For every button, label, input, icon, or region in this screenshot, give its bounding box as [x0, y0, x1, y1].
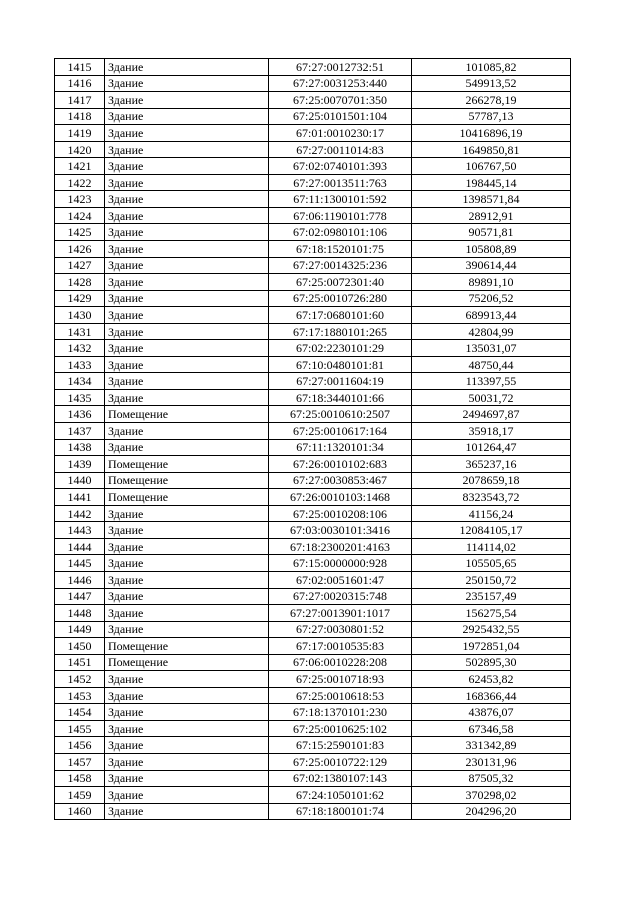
cadastral-value: 87505,32	[412, 770, 571, 787]
row-number: 1429	[55, 290, 105, 307]
row-number: 1460	[55, 803, 105, 820]
cadastral-value: 266278,19	[412, 92, 571, 109]
object-type: Здание	[105, 687, 269, 704]
object-type: Здание	[105, 340, 269, 357]
cadastral-number: 67:27:0030853:467	[269, 472, 412, 489]
row-number: 1422	[55, 174, 105, 191]
cadastral-value: 230131,96	[412, 753, 571, 770]
table-row	[55, 307, 571, 324]
cadastral-value: 502895,30	[412, 654, 571, 671]
object-type: Здание	[105, 621, 269, 638]
row-number: 1436	[55, 406, 105, 423]
table-row	[55, 92, 571, 109]
cadastral-value-table	[54, 58, 571, 820]
row-number: 1439	[55, 456, 105, 473]
table-row	[55, 489, 571, 506]
cadastral-value: 113397,55	[412, 373, 571, 390]
table-row	[55, 340, 571, 357]
row-number: 1456	[55, 737, 105, 754]
cadastral-number: 67:27:0011014:83	[269, 141, 412, 158]
cadastral-number: 67:15:0000000:928	[269, 555, 412, 572]
object-type: Помещение	[105, 406, 269, 423]
object-type: Помещение	[105, 638, 269, 655]
document-page	[54, 58, 570, 820]
object-type: Здание	[105, 538, 269, 555]
cadastral-value: 10416896,19	[412, 125, 571, 142]
object-type: Здание	[105, 356, 269, 373]
row-number: 1444	[55, 538, 105, 555]
row-number: 1447	[55, 588, 105, 605]
table-row	[55, 191, 571, 208]
table-row	[55, 555, 571, 572]
object-type: Здание	[105, 323, 269, 340]
table-row	[55, 803, 571, 820]
table-row	[55, 125, 571, 142]
table-row	[55, 456, 571, 473]
cadastral-value: 198445,14	[412, 174, 571, 191]
cadastral-number: 67:06:1190101:778	[269, 207, 412, 224]
cadastral-value: 365237,16	[412, 456, 571, 473]
cadastral-value: 2925432,55	[412, 621, 571, 638]
row-number: 1423	[55, 191, 105, 208]
object-type: Здание	[105, 787, 269, 804]
object-type: Здание	[105, 307, 269, 324]
cadastral-value: 689913,44	[412, 307, 571, 324]
cadastral-number: 67:27:0031253:440	[269, 75, 412, 92]
cadastral-value: 8323543,72	[412, 489, 571, 506]
object-type: Здание	[105, 588, 269, 605]
row-number: 1453	[55, 687, 105, 704]
cadastral-value: 28912,91	[412, 207, 571, 224]
cadastral-number: 67:03:0030101:3416	[269, 522, 412, 539]
object-type: Помещение	[105, 456, 269, 473]
cadastral-value: 106767,50	[412, 158, 571, 175]
cadastral-number: 67:18:2300201:4163	[269, 538, 412, 555]
object-type: Здание	[105, 522, 269, 539]
table-row	[55, 373, 571, 390]
row-number: 1451	[55, 654, 105, 671]
object-type: Здание	[105, 571, 269, 588]
cadastral-value: 12084105,17	[412, 522, 571, 539]
row-number: 1455	[55, 720, 105, 737]
object-type: Здание	[105, 158, 269, 175]
row-number: 1426	[55, 241, 105, 258]
object-type: Здание	[105, 141, 269, 158]
object-type: Здание	[105, 207, 269, 224]
table-row	[55, 59, 571, 76]
cadastral-number: 67:25:0010722:129	[269, 753, 412, 770]
row-number: 1438	[55, 439, 105, 456]
cadastral-value: 62453,82	[412, 671, 571, 688]
table-row	[55, 638, 571, 655]
row-number: 1421	[55, 158, 105, 175]
cadastral-value: 549913,52	[412, 75, 571, 92]
cadastral-value: 156275,54	[412, 605, 571, 622]
row-number: 1415	[55, 59, 105, 76]
cadastral-value: 57787,13	[412, 108, 571, 125]
table-row	[55, 241, 571, 258]
object-type: Помещение	[105, 489, 269, 506]
row-number: 1417	[55, 92, 105, 109]
table-row	[55, 720, 571, 737]
cadastral-number: 67:27:0030801:52	[269, 621, 412, 638]
cadastral-number: 67:18:1800101:74	[269, 803, 412, 820]
table-row	[55, 108, 571, 125]
object-type: Помещение	[105, 654, 269, 671]
row-number: 1446	[55, 571, 105, 588]
cadastral-value: 67346,58	[412, 720, 571, 737]
row-number: 1424	[55, 207, 105, 224]
row-number: 1440	[55, 472, 105, 489]
row-number: 1449	[55, 621, 105, 638]
table-row	[55, 770, 571, 787]
table-row	[55, 753, 571, 770]
object-type: Здание	[105, 191, 269, 208]
object-type: Здание	[105, 290, 269, 307]
cadastral-value: 105808,89	[412, 241, 571, 258]
table-row	[55, 439, 571, 456]
cadastral-number: 67:11:1300101:592	[269, 191, 412, 208]
cadastral-number: 67:25:0010625:102	[269, 720, 412, 737]
object-type: Здание	[105, 75, 269, 92]
cadastral-number: 67:25:0070701:350	[269, 92, 412, 109]
table-row	[55, 406, 571, 423]
object-type: Здание	[105, 59, 269, 76]
row-number: 1454	[55, 704, 105, 721]
row-number: 1430	[55, 307, 105, 324]
cadastral-value: 75206,52	[412, 290, 571, 307]
table-row	[55, 704, 571, 721]
cadastral-value: 204296,20	[412, 803, 571, 820]
object-type: Здание	[105, 224, 269, 241]
cadastral-number: 67:18:3440101:66	[269, 389, 412, 406]
cadastral-number: 67:26:0010103:1468	[269, 489, 412, 506]
table-row	[55, 323, 571, 340]
row-number: 1425	[55, 224, 105, 241]
row-number: 1428	[55, 274, 105, 291]
object-type: Здание	[105, 505, 269, 522]
cadastral-number: 67:25:0010718:93	[269, 671, 412, 688]
object-type: Здание	[105, 803, 269, 820]
cadastral-value: 2494697,87	[412, 406, 571, 423]
cadastral-number: 67:01:0010230:17	[269, 125, 412, 142]
table-row	[55, 737, 571, 754]
cadastral-number: 67:25:0010618:53	[269, 687, 412, 704]
cadastral-number: 67:15:2590101:83	[269, 737, 412, 754]
table-row	[55, 505, 571, 522]
row-number: 1448	[55, 605, 105, 622]
cadastral-value: 89891,10	[412, 274, 571, 291]
cadastral-value: 235157,49	[412, 588, 571, 605]
table-body	[55, 59, 571, 820]
row-number: 1416	[55, 75, 105, 92]
cadastral-value: 35918,17	[412, 423, 571, 440]
table-row	[55, 274, 571, 291]
cadastral-value: 331342,89	[412, 737, 571, 754]
row-number: 1458	[55, 770, 105, 787]
cadastral-number: 67:27:0013901:1017	[269, 605, 412, 622]
cadastral-value: 1649850,81	[412, 141, 571, 158]
row-number: 1457	[55, 753, 105, 770]
cadastral-value: 101085,82	[412, 59, 571, 76]
cadastral-number: 67:25:0010726:280	[269, 290, 412, 307]
cadastral-number: 67:02:1380107:143	[269, 770, 412, 787]
table-row	[55, 538, 571, 555]
cadastral-number: 67:02:0980101:106	[269, 224, 412, 241]
cadastral-number: 67:02:0051601:47	[269, 571, 412, 588]
table-row	[55, 356, 571, 373]
row-number: 1441	[55, 489, 105, 506]
table-row	[55, 687, 571, 704]
table-row	[55, 588, 571, 605]
object-type: Здание	[105, 720, 269, 737]
row-number: 1418	[55, 108, 105, 125]
object-type: Здание	[105, 439, 269, 456]
row-number: 1435	[55, 389, 105, 406]
cadastral-value: 1398571,84	[412, 191, 571, 208]
cadastral-number: 67:27:0012732:51	[269, 59, 412, 76]
cadastral-value: 90571,81	[412, 224, 571, 241]
cadastral-number: 67:25:0010208:106	[269, 505, 412, 522]
object-type: Здание	[105, 555, 269, 572]
row-number: 1419	[55, 125, 105, 142]
object-type: Здание	[105, 174, 269, 191]
row-number: 1452	[55, 671, 105, 688]
table-row	[55, 174, 571, 191]
table-row	[55, 787, 571, 804]
object-type: Помещение	[105, 472, 269, 489]
cadastral-value: 370298,02	[412, 787, 571, 804]
cadastral-value: 101264,47	[412, 439, 571, 456]
table-row	[55, 389, 571, 406]
cadastral-number: 67:17:0680101:60	[269, 307, 412, 324]
cadastral-number: 67:25:0072301:40	[269, 274, 412, 291]
cadastral-value: 2078659,18	[412, 472, 571, 489]
cadastral-number: 67:06:0010228:208	[269, 654, 412, 671]
object-type: Здание	[105, 423, 269, 440]
object-type: Здание	[105, 605, 269, 622]
table-row	[55, 571, 571, 588]
table-row	[55, 472, 571, 489]
cadastral-number: 67:02:0740101:393	[269, 158, 412, 175]
row-number: 1442	[55, 505, 105, 522]
table-row	[55, 290, 571, 307]
row-number: 1437	[55, 423, 105, 440]
cadastral-value: 135031,07	[412, 340, 571, 357]
cadastral-value: 50031,72	[412, 389, 571, 406]
table-row	[55, 522, 571, 539]
cadastral-value: 41156,24	[412, 505, 571, 522]
table-row	[55, 605, 571, 622]
row-number: 1459	[55, 787, 105, 804]
cadastral-number: 67:17:0010535:83	[269, 638, 412, 655]
cadastral-number: 67:18:1520101:75	[269, 241, 412, 258]
cadastral-number: 67:11:1320101:34	[269, 439, 412, 456]
table-row	[55, 671, 571, 688]
cadastral-number: 67:27:0014325:236	[269, 257, 412, 274]
cadastral-number: 67:25:0010617:164	[269, 423, 412, 440]
cadastral-value: 168366,44	[412, 687, 571, 704]
cadastral-value: 105505,65	[412, 555, 571, 572]
cadastral-value: 48750,44	[412, 356, 571, 373]
cadastral-number: 67:02:2230101:29	[269, 340, 412, 357]
object-type: Здание	[105, 770, 269, 787]
object-type: Здание	[105, 737, 269, 754]
cadastral-number: 67:10:0480101:81	[269, 356, 412, 373]
table-row	[55, 207, 571, 224]
cadastral-number: 67:27:0013511:763	[269, 174, 412, 191]
cadastral-value: 43876,07	[412, 704, 571, 721]
object-type: Здание	[105, 274, 269, 291]
cadastral-value: 390614,44	[412, 257, 571, 274]
cadastral-value: 250150,72	[412, 571, 571, 588]
cadastral-number: 67:25:0101501:104	[269, 108, 412, 125]
table-row	[55, 158, 571, 175]
cadastral-number: 67:27:0020315:748	[269, 588, 412, 605]
cadastral-number: 67:18:1370101:230	[269, 704, 412, 721]
object-type: Здание	[105, 373, 269, 390]
object-type: Здание	[105, 704, 269, 721]
row-number: 1427	[55, 257, 105, 274]
table-row	[55, 423, 571, 440]
table-row	[55, 654, 571, 671]
object-type: Здание	[105, 92, 269, 109]
table-row	[55, 224, 571, 241]
cadastral-value: 42804,99	[412, 323, 571, 340]
cadastral-value: 1972851,04	[412, 638, 571, 655]
cadastral-number: 67:27:0011604:19	[269, 373, 412, 390]
table-row	[55, 75, 571, 92]
object-type: Здание	[105, 241, 269, 258]
object-type: Здание	[105, 753, 269, 770]
object-type: Здание	[105, 108, 269, 125]
row-number: 1450	[55, 638, 105, 655]
row-number: 1420	[55, 141, 105, 158]
object-type: Здание	[105, 671, 269, 688]
table-row	[55, 141, 571, 158]
cadastral-number: 67:26:0010102:683	[269, 456, 412, 473]
row-number: 1432	[55, 340, 105, 357]
cadastral-number: 67:25:0010610:2507	[269, 406, 412, 423]
table-row	[55, 257, 571, 274]
row-number: 1434	[55, 373, 105, 390]
row-number: 1431	[55, 323, 105, 340]
cadastral-number: 67:17:1880101:265	[269, 323, 412, 340]
table-row	[55, 621, 571, 638]
row-number: 1433	[55, 356, 105, 373]
row-number: 1445	[55, 555, 105, 572]
object-type: Здание	[105, 257, 269, 274]
object-type: Здание	[105, 389, 269, 406]
object-type: Здание	[105, 125, 269, 142]
cadastral-value: 114114,02	[412, 538, 571, 555]
cadastral-number: 67:24:1050101:62	[269, 787, 412, 804]
row-number: 1443	[55, 522, 105, 539]
